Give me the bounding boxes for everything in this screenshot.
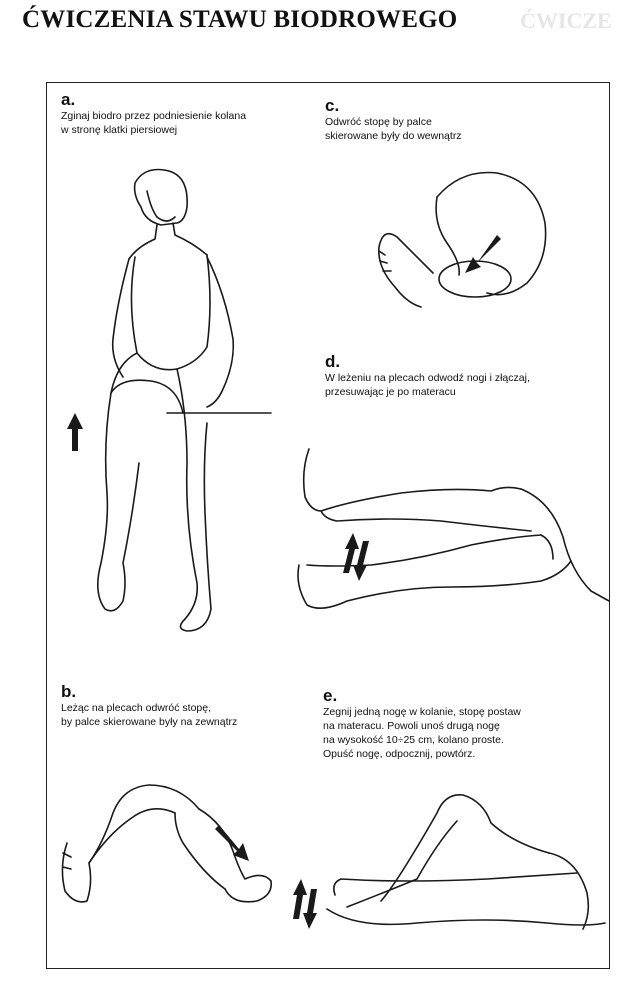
legs-rotating-foot-outward-illustration — [53, 773, 283, 913]
leg-lift-with-bent-knee-illustration — [287, 783, 607, 953]
seated-woman-raising-knee-illustration — [57, 163, 277, 683]
exercise-letter: e. — [323, 686, 338, 705]
exercise-letter: a. — [61, 90, 76, 109]
exercise-e — [323, 687, 593, 761]
exercise-line: Zginaj biodro przez podniesienie kolana — [61, 110, 247, 122]
exercise-b — [61, 683, 311, 729]
exercise-line: w stronę klatki piersiowej — [61, 124, 178, 136]
foot-rotating-inward-illustration — [377, 163, 557, 323]
exercise-line: na materacu. Powoli unoś drugą nogę — [323, 720, 500, 732]
exercise-letter: c. — [325, 96, 340, 115]
exercise-line: W leżeniu na plecach odwodź nogi i złączaj, — [325, 372, 530, 384]
exercise-line: Odwróć stopę by palce — [325, 116, 432, 128]
bleed-through-text: ĆWICZE — [520, 8, 612, 33]
exercise-line: przesuwając je po materacu — [325, 386, 456, 398]
exercise-sheet-frame — [46, 82, 610, 969]
page-title: ĆWICZENIA STAWU BIODROWEGO — [22, 6, 458, 33]
exercise-c — [325, 97, 575, 143]
legs-abduction-on-mattress-illustration — [291, 441, 611, 621]
exercise-line: skierowane były do wewnątrz — [325, 130, 462, 142]
exercise-a — [61, 91, 311, 137]
exercise-line: by palce skierowane były na zewnątrz — [61, 716, 238, 728]
exercise-line: Leżąc na plecach odwróć stopę, — [61, 702, 212, 714]
exercise-letter: d. — [325, 352, 341, 371]
exercise-line: Zegnij jedną nogę w kolanie, stopę postaw — [323, 706, 521, 718]
exercise-line: Opuść nogę, odpocznij, powtórz. — [323, 748, 476, 760]
exercise-line: na wysokość 10÷25 cm, kolano proste. — [323, 734, 504, 746]
exercise-d — [325, 353, 595, 399]
exercise-letter: b. — [61, 682, 77, 701]
